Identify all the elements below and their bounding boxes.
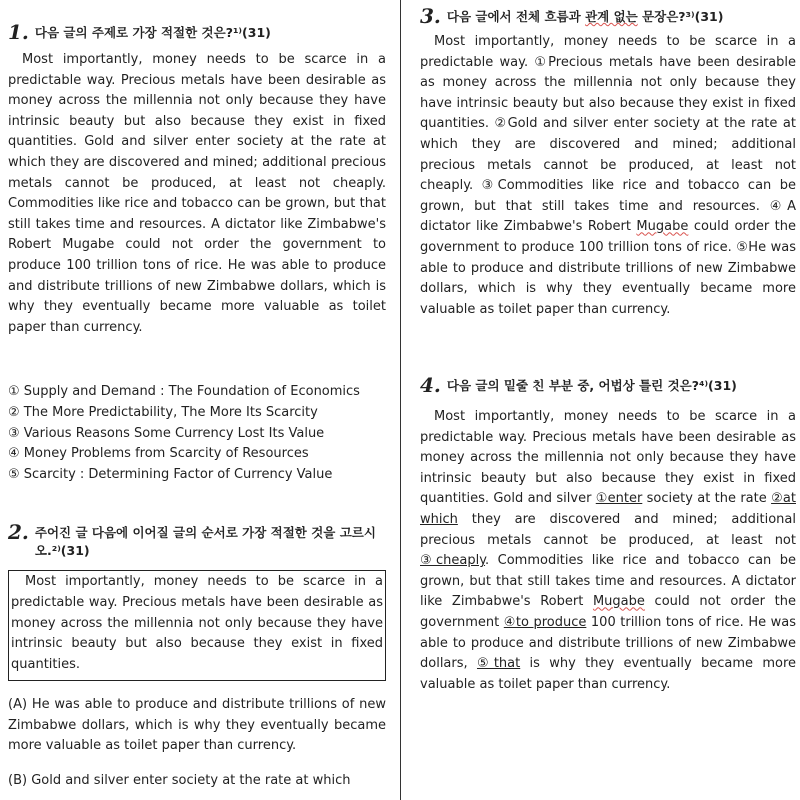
underlined-option-1[interactable]: ①enter [595, 491, 643, 507]
given-passage-box [8, 570, 386, 681]
choice-5[interactable]: ⑤ Scarcity : Determining Factor of Currency Value [8, 467, 333, 483]
question-3-passage: Most importantly, money needs to be scarce in a predictable way. ①Precious metals have been desirable as money across the millennia not only because they have intrinsic beauty but also because they exist in fixed quantities. ②Gold and silver enter society at the rate at which they are discovered and mined; additional precious metals cannot be produced, at least not cheaply. ③Commodities like rice and tobacco can be grown, but that still takes time and resources. ④A dictator like Zimbabwe's Robert Mugabe could order the government to produce 100 trillion tons of rice. ⑤He was able to produce and distribute trillions of new Zimbabwe dollars, which is why they eventually became more valuable as toilet paper than currency. [420, 34, 796, 317]
choice-2[interactable]: ② The More Predictability, The More Its Scarcity [8, 404, 318, 420]
question-2 [8, 522, 386, 791]
question-1-number: 1. [8, 20, 29, 44]
choice-4[interactable]: ④ Money Problems from Scarcity of Resources [8, 446, 309, 462]
question-1-passage: Most importantly, money needs to be scarce in a predictable way. Precious metals have been desirable as money across the millennia not only because they have intrinsic beauty but also because they exist in fixed quantities. Gold and silver enter society at the rate at which they are discovered and mined; additional precious metals cannot be produced, at least not cheaply. Commodities like rice and tobacco can be grown, but that still takes time and resources. A dictator like Zimbabwe's Robert Mugabe could not order the government to produce 100 trillion tons of rice. He was able to produce and distribute trillions of new Zimbabwe dollars, which is why they eventually became more valuable as toilet paper than currency. [8, 52, 386, 335]
choice-3[interactable]: ③ Various Reasons Some Currency Lost Its Value [8, 425, 325, 441]
question-2-title: 2. 주어진 글 다음에 이어질 글의 순서로 가장 적절한 것을 고르시오.²⁾(31) [8, 520, 376, 558]
option-b: (B) Gold and silver enter society at the rate at which [8, 772, 351, 788]
question-4 [420, 375, 796, 695]
sentence-2[interactable]: ②Gold and silver enter society at the rate at which they are discovered and mined; additional precious metals cannot be produced, at least not cheaply. [420, 116, 796, 194]
sentence-4[interactable]: ④A dictator like Zimbabwe's Robert Mugabe could order the government to produce 100 trillion tons of rice. [420, 198, 796, 255]
underlined-option-4[interactable]: ④to produce [503, 614, 587, 630]
underlined-option-3[interactable]: ③cheaply [420, 553, 486, 569]
question-3-number: 3. [420, 4, 441, 28]
wavy-underlined-phrase: 관계 없는 [585, 9, 638, 24]
underlined-option-2[interactable]: ②at which [420, 491, 796, 527]
question-2-number: 2. [8, 520, 29, 544]
option-a: (A) He was able to produce and distribute trillions of new Zimbabwe dollars, which is why they eventually became more valuable as toilet paper than currency. [8, 696, 386, 754]
sentence-5[interactable]: ⑤He was able to produce and distribute trillions of new Zimbabwe dollars, which is why they eventually became more valuable as toilet paper than currency. [420, 239, 796, 317]
question-4-number: 4. [420, 373, 441, 397]
question-1-choices [8, 382, 386, 486]
choice-1[interactable]: ① Supply and Demand : The Foundation of Economics [8, 384, 360, 399]
given-passage: Most importantly, money needs to be scarce in a predictable way. Precious metals have been desirable as money across the millennia not only because they have intrinsic beauty but also because they exist in fixed quantities. [11, 574, 383, 673]
column-divider [400, 0, 401, 800]
question-4-title: 4. 다음 글의 밑줄 친 부분 중, 어법상 틀린 것은?⁴⁾(31) [420, 373, 737, 397]
sentence-1[interactable]: ①Precious metals have been desirable as money across the millennia not only because they have intrinsic beauty but also because they exist in fixed quantities. [420, 54, 796, 132]
question-1 [8, 22, 386, 338]
question-3-title: 3. 다음 글에서 전체 흐름과 관계 없는 문장은?³⁾(31) [420, 4, 724, 28]
question-4-passage: Most importantly, money needs to be scarce in a predictable way. Precious metals have been desirable as money across the millennia not only because they have intrinsic beauty but also because they exist in fixed quantities. Gold and silver ①enter society at the rate ②at which they are discovered and mined; additional precious metals cannot be produced, at least not ③cheaply. Commodities like rice and tobacco can be grown, but that still takes time and resources. A dictator like Zimbabwe's Robert Mugabe could not order the government ④to produce 100 trillion tons of rice. He was able to produce and distribute trillions of new Zimbabwe dollars, ⑤that is why they eventually became more valuable as toilet paper than currency. [420, 409, 797, 692]
question-3 [420, 6, 796, 320]
underlined-option-5[interactable]: ⑤that [476, 656, 521, 672]
question-1-title: 1. 다음 글의 주제로 가장 적절한 것은?¹⁾(31) [8, 20, 271, 44]
sentence-3[interactable]: ③Commodities like rice and tobacco can be grown, but that still takes time and resources. [420, 178, 796, 214]
